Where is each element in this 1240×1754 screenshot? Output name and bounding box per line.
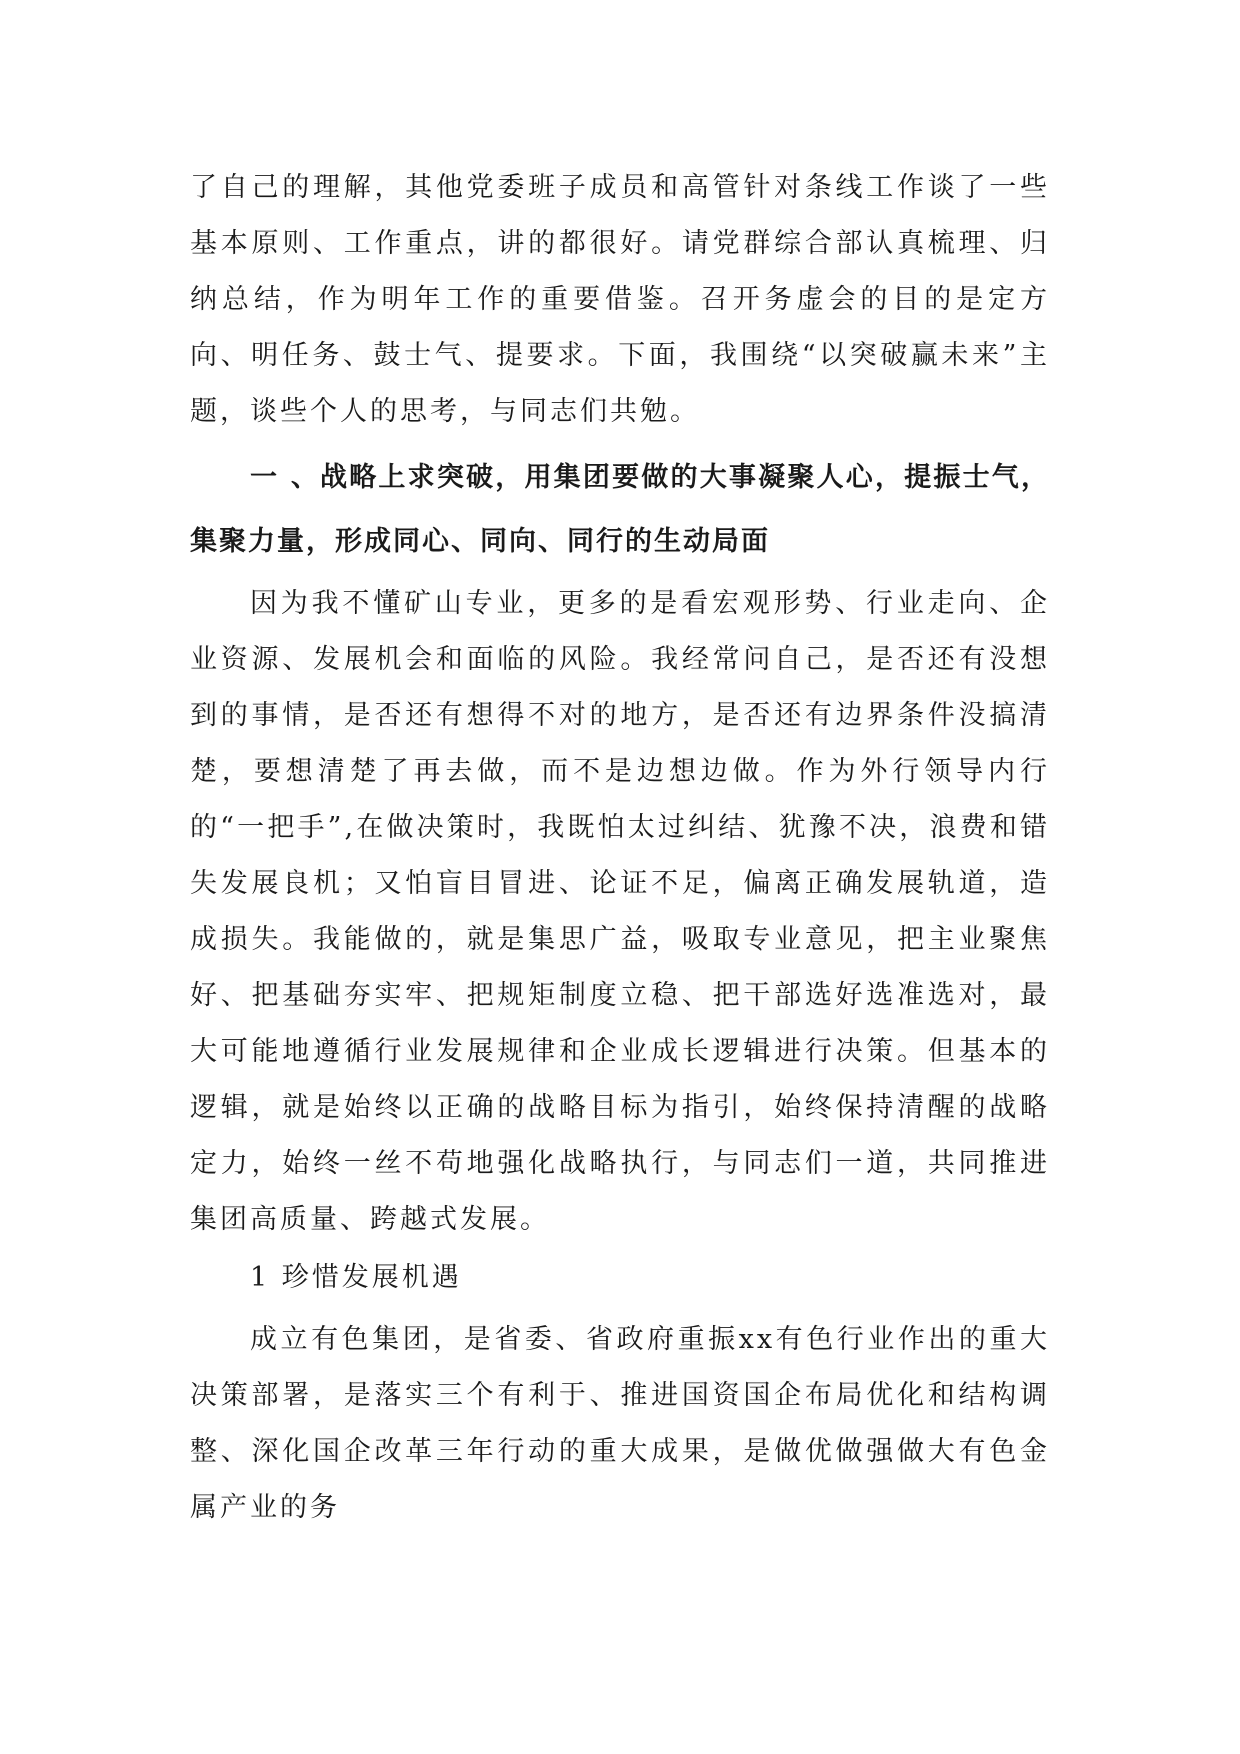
paragraph-intro-continuation: 了自己的理解，其他党委班子成员和高管针对条线工作谈了一些基本原则、工作重点，讲的都很好。请党群综合部认真梳理、归纳总结，作为明年工作的重要借鉴。召开务虚会的目的是定方向、明任务、鼓士气、提要求。下面，我围绕“以突破赢未来”主题，谈些个人的思考，与同志们共勉。	[190, 172, 1050, 427]
section-heading-1: 一 、战略上求突破，用集团要做的大事凝聚人心，提振士气，集聚力量，形成同心、同向、同行的生动局面	[190, 462, 1050, 557]
document-body	[190, 160, 1050, 1536]
paragraph-strategy: 因为我不懂矿山专业，更多的是看宏观形势、行业走向、企业资源、发展机会和面临的风险。我经常问自己，是否还有没想到的事情，是否还有想得不对的地方，是否还有边界条件没搞清楚，要想清楚了再去做，而不是边想边做。作为外行领导内行的“一把手”,在做决策时，我既怕太过纠结、犹豫不决，浪费和错失发展良机；又怕盲目冒进、论证不足，偏离正确发展轨道，造成损失。我能做的，就是集思广益，吸取专业意见，把主业聚焦好、把基础夯实牢、把规矩制度立稳、把干部选好选准选对，最大可能地遵循行业发展规律和企业成长逻辑进行决策。但基本的逻辑，就是始终以正确的战略目标为指引，始终保持清醒的战略定力，始终一丝不苟地强化战略执行，与同志们一道，共同推进集团高质量、跨越式发展。	[190, 588, 1050, 1235]
subheading-1: 1 珍惜发展机遇	[250, 1262, 462, 1293]
paragraph-group-establishment: 成立有色集团，是省委、省政府重振xx有色行业作出的重大决策部署，是落实三个有利于、推进国资国企布局优化和结构调整、深化国企改革三年行动的重大成果，是做优做强做大有色金属产业的务	[190, 1324, 1050, 1523]
